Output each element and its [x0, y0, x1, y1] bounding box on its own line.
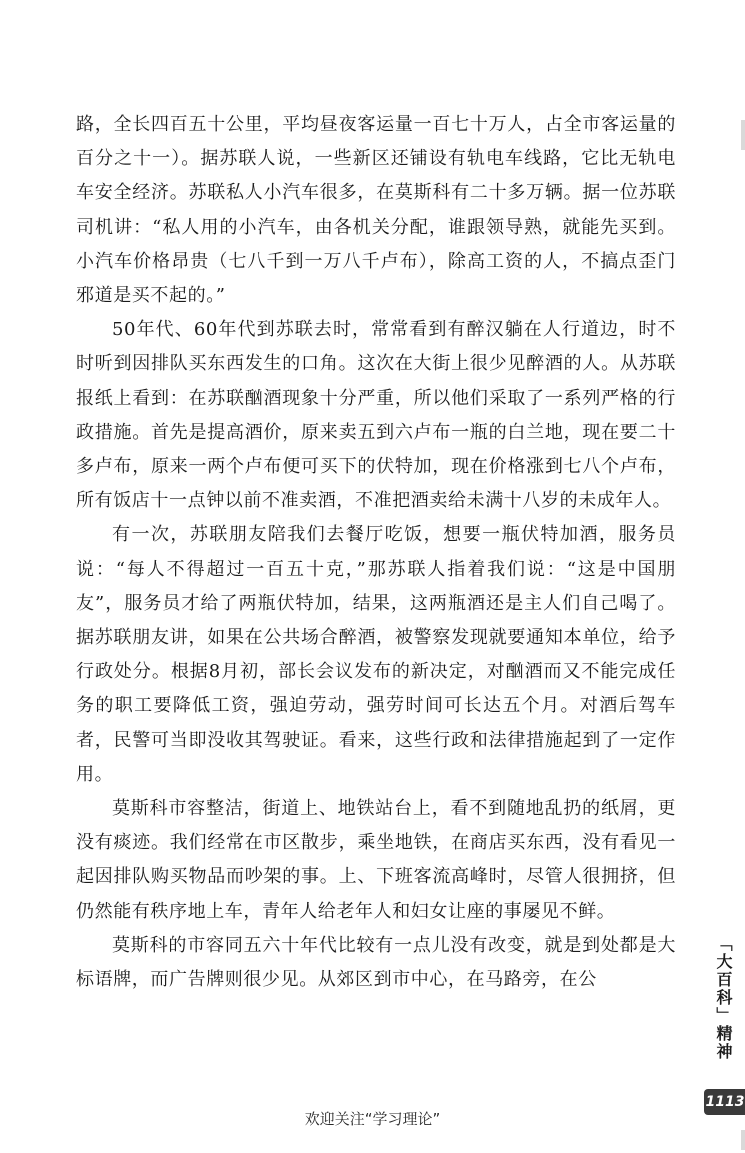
paragraph-4: 莫斯科市容整洁，街道上、地铁站台上，看不到随地乱扔的纸屑，更没有痰迹。我们经常在市区散步，乘坐地铁，在商店买东西，没有看见一起因排队购买物品而吵架的事。上、下班客流高峰时，尽管人很拥挤，但仍然能有秩序地上车，青年人给老年人和妇女让座的事屡见不鲜。 [76, 798, 676, 922]
page-number: 1113 [704, 1089, 745, 1115]
paragraph-5: 莫斯科的市容同五六十年代比较有一点儿没有改变，就是到处都是大标语牌，而广告牌则很少见。从郊区到市中心，在马路旁，在公 [76, 934, 676, 991]
paragraph-1: 路，全长四百五十公里，平均昼夜客运量一百七十万人，占全市客运量的百分之十一）。据苏联人说，一些新区还铺设有轨电车线路，它比无轨电车安全经济。苏联私人小汽车很多，在莫斯科有二十多万辆。据一位苏联司机讲：“私人用的小汽车，由各机关分配，谁跟领导熟，就能先买到。小汽车价格昂贵（七八千到一万八千卢布），除高工资的人，不搞点歪门邪道是买不起的。” [76, 114, 676, 307]
page-body [76, 108, 676, 997]
page-edge-shadow-top [741, 120, 745, 150]
footer-note: 欢迎关注“学习理论” [304, 1110, 441, 1128]
section-side-tab: 「大百科」精神 [714, 935, 733, 1061]
page-edge-shadow-bottom [741, 1130, 745, 1150]
paragraph-3: 有一次，苏联朋友陪我们去餐厅吃饭，想要一瓶伏特加酒，服务员说：“每人不得超过一百五十克，”那苏联人指着我们说：“这是中国朋友”，服务员才给了两瓶伏特加，结果，这两瓶酒还是主人们自己喝了。据苏联朋友讲，如果在公共场合醉酒，被警察发现就要通知本单位，给予行政处分。根据8月初，部长会议发布的新决定，对酗酒而又不能完成任务的职工要降低工资，强迫劳动，强劳时间可长达五个月。对酒后驾车者，民警可当即没收其驾驶证。看来，这些行政和法律措施起到了一定作用。 [76, 524, 676, 785]
paragraph-2: 50年代、60年代到苏联去时，常常看到有醉汉躺在人行道边，时不时听到因排队买东西发生的口角。这次在大街上很少见醉酒的人。从苏联报纸上看到：在苏联酗酒现象十分严重，所以他们采取了一系列严格的行政措施。首先是提高酒价，原来卖五到六卢布一瓶的白兰地，现在要二十多卢布，原来一两个卢布便可买下的伏特加，现在价格涨到七八个卢布，所有饭店十一点钟以前不准卖酒，不准把酒卖给未满十八岁的未成年人。 [76, 319, 676, 512]
